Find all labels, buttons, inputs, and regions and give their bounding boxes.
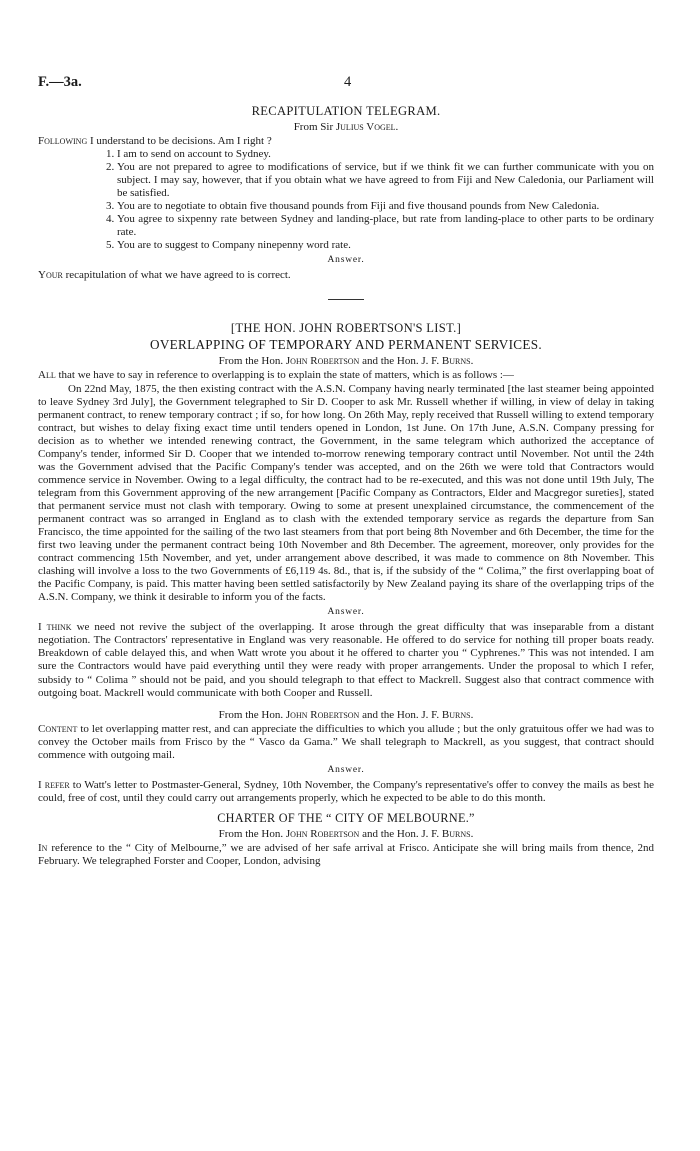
telegram-source: From Sir Julius Vogel. [293,121,399,133]
paragraph: On 22nd May, 1875, the then existing contract with the A.S.N. Company having nearly terminated [the last steamer being appointed to leave Sydney 3rd July], the Government telegraphed to Sir D. Cooper to ask Mr. Russell whether if willing, in view of delay in taking permanent contract, to renew temporary contract ; if so, for how long. On 26th May, reply received that Russell willing to extend temporary contract, but wishes to delay fixing exact time until tenders opened in London, 1st June. On 17th June, A.S.N. Company pressing for decision as to whether we intended renewing contract, the Government, in the same telegram which authorized the acceptance of Company's tender, informed Sir D. Cooper that we intended to-morrow renewing temporary contract until November. Not until the 24th was the Government advised that the Pacific Company's tender was accepted, and on the 26th we were told that Contractors would commence service in November. Owing to a legal difficulty, the contract had to be re-executed, and this was not done until 19th July, The telegram from this Government approving of the new arrangement [Pacific Company as Contractors, Elder and Macgregor sureties], stated that permanent service must not clash with temporary. Owing to some at present unexplained circumstance, the commencement of the permanent contract was so arranged in England as to clash with the extended temporary service as regards the departure from San Francisco, the time appointed for the sailing of the two last steamers from that port being 8th November and 6th December, the time for the first two leaving under the permanent contract being 10th November and 8th December. The agreement, moreover, only provides for the contract commencing 15th November, and yet, under arrangement above described, it was made to commence on 8th November. This clashing will involve a loss to the two Governments of £6,119 4s. 8d., that is, if the subsidy of the “ Colima,” the first overlapping boat of the Pacific Company, is paid. This matter having been settled satisfactorily by New Zealand paying its share of the overlapping trips of the A.S.N. Company, we think it desirable to inform you of the facts. [38,382,654,604]
telegram-source: From the Hon. John Robertson and the Hon. J. F. Burns. [218,708,474,721]
decisions-list [38,148,654,252]
paragraph: In reference to the “ City of Melbourne,” we are advised of her safe arrival at Frisco. Anticipate she will bring mails from thence, 2nd February. We telegraphed Forster and Cooper, London, advising [38,841,654,867]
list-item: 3. You are to negotiate to obtain five thousand pounds from Fiji and five thousand pounds from New Caledonia. [117,200,654,213]
list-item: 1. I am to send on account to Sydney. [117,148,654,161]
section-divider [328,299,364,300]
paragraph: I refer to Watt's letter to Postmaster-General, Sydney, 10th November, the Company's representative's offer to convey the mails as best he could, free of cost, until they could carry out arrangements properly, which he expected to be able to do this month. [38,778,654,804]
section-title-overlapping: OVERLAPPING OF TEMPORARY AND PERMANENT SERVICES. [150,337,542,353]
paragraph: I think we need not revive the subject of the overlapping. It arose through the great difficulty that was inseparable from a distant negotiation. The Contractors' representative in England was very reasonable. He offered to do service for nothing till proper boats ready. Breakdown of cable delayed this, and when Watt wrote you about it he offered to charter you “ Cyphrenes.” This was not intended. I am sure the Contractors would have paid everything until they were ready with proper arrangements. Under the proposal to which I refer, subsidy to “ Colima ” should not be paid, and you should telegraph to that effect to Mackrell. Suggest also that contract commence with outgoing boat. Mackrell would communicate with both Cooper and Russell. [38,621,654,699]
answer-heading: Answer. [327,255,365,266]
document-reference: F.—3a. [38,74,82,90]
page-number: 4 [344,74,352,90]
telegram-source: From the Hon. John Robertson and the Hon. J. F. Burns. [218,827,474,840]
page-header [38,74,662,94]
recap-answer: Your recapitulation of what we have agreed to is correct. [38,269,291,282]
list-title: [THE HON. JOHN ROBERTSON'S LIST.] [230,321,462,336]
paragraph: Content to let overlapping matter rest, and can appreciate the difficulties to which you allude ; but the only gratuitous offer we had was to convey the October mails from Frisco by the “ Vasco da Gama.” We shall telegraph to Mackrell, as you suggest, that contract should commence with outgoing mail. [38,722,654,761]
answer-heading: Answer. [327,607,365,618]
list-item: 5. You are to suggest to Company ninepenny word rate. [117,239,654,252]
document-body [38,103,654,868]
list-item: 4. You agree to sixpenny rate between Sydney and landing-place, but rate from landing-place to other parts to be ordinary rate. [117,213,654,239]
section-title-charter: CHARTER OF THE “ CITY OF MELBOURNE.” [217,810,475,825]
telegram-source: From the Hon. John Robertson and the Hon. J. F. Burns. [218,355,474,368]
paragraph: All that we have to say in reference to overlapping is to explain the state of matters, which is as follows :— [38,369,514,382]
section-title-recapitulation: RECAPITULATION TELEGRAM. [251,104,441,118]
sender-name: Julius Vogel. [335,121,399,133]
answer-heading: Answer. [327,764,365,775]
list-item: 2. You are not prepared to agree to modifications of service, but if we think fit we can further communicate with you on subject. I may say, however, that if you obtain what we have agreed to from Fiji and New Caledonia, our Parliament will be satisfied. [117,161,654,200]
recap-intro: Following I understand to be decisions. Am I right ? [38,135,272,147]
